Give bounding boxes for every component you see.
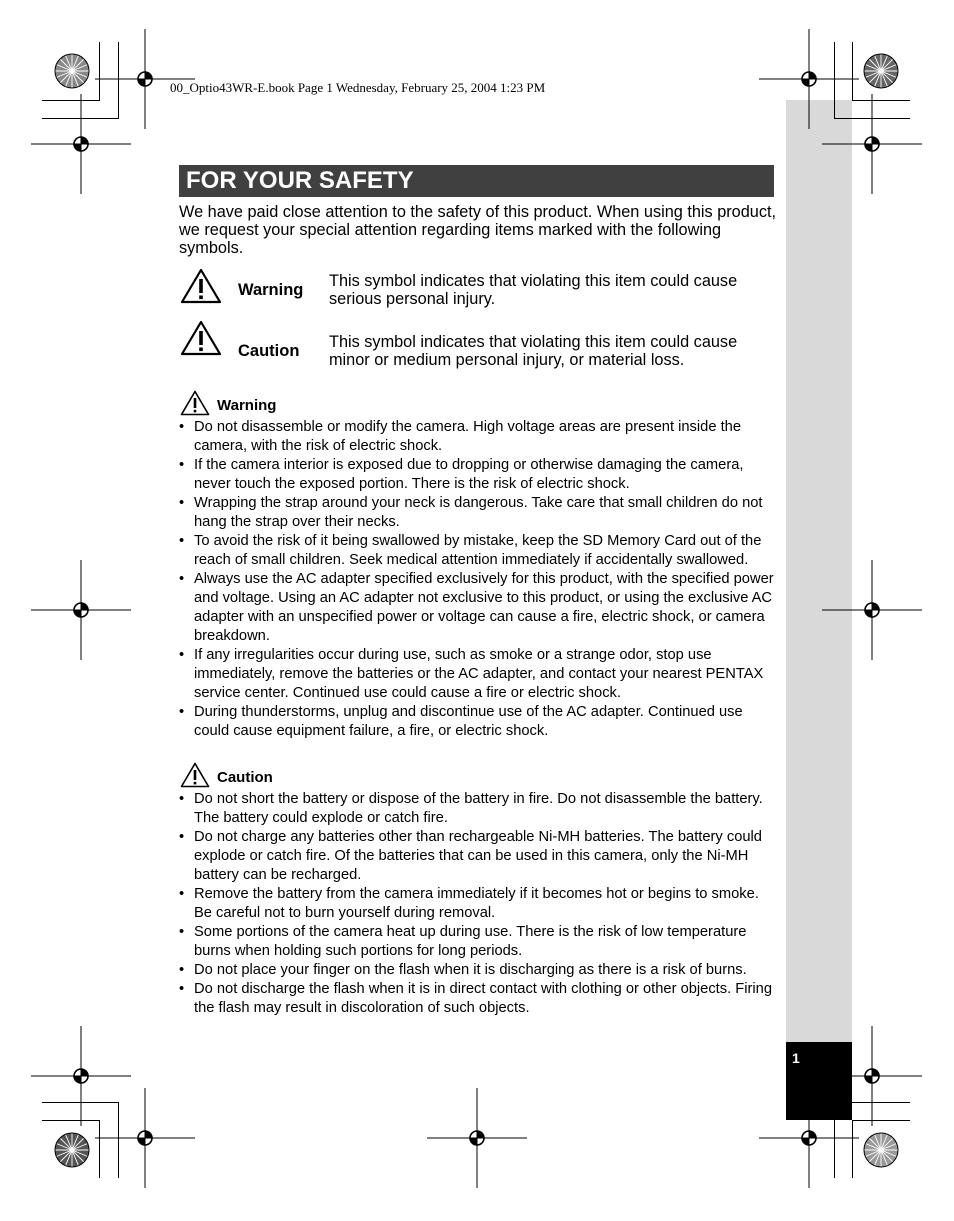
registration-crosshair-icon (95, 1088, 195, 1188)
print-header: 00_Optio43WR-E.book Page 1 Wednesday, February 25, 2004 1:23 PM (170, 80, 546, 95)
registration-crosshair-icon (427, 1088, 527, 1188)
intro-paragraph: We have paid close attention to the safety of this product. When using this product, we request your special attention regarding items marked with the following symbols. (179, 203, 777, 257)
color-target-icon (863, 53, 899, 89)
list-item: • During thunderstorms, unplug and discontinue use of the AC adapter. Continued use could cause equipment failure, a fire, or electric shock. (179, 703, 779, 741)
symbol-desc-warning: This symbol indicates that violating this item could cause serious personal injury. (329, 272, 738, 308)
caution-list (179, 790, 779, 1018)
list-item: • Do not charge any batteries other than rechargeable Ni-MH batteries. The battery could explode or catch fire. Of the batteries that can be used in this camera, only the Ni-MH battery can be recharged. (179, 828, 779, 885)
warning-section-icon (180, 390, 210, 416)
list-item: • Do not disassemble or modify the camera. High voltage areas are present inside the camera, with the risk of electric shock. (179, 418, 779, 456)
color-target-icon (54, 53, 90, 89)
registration-crosshair-icon (759, 1088, 859, 1188)
warning-list (179, 418, 779, 741)
caution-section-heading: Caution (217, 769, 273, 786)
page-number: 1 (792, 1050, 800, 1066)
list-item: • Some portions of the camera heat up during use. There is the risk of low temperature burns when holding such portions for long periods. (179, 923, 779, 961)
list-item: • If any irregularities occur during use, such as smoke or a strange odor, stop use immediately, remove the batteries or the AC adapter, and contact your nearest PENTAX service center. Continued use could cause a fire or electric shock. (179, 646, 779, 703)
list-item: • If the camera interior is exposed due to dropping or otherwise damaging the camera, never touch the exposed portion. There is the risk of electric shock. (179, 456, 779, 494)
symbol-label-caution: Caution (238, 342, 300, 360)
list-item: • Wrapping the strap around your neck is dangerous. Take care that small children do not hang the strap over their necks. (179, 494, 779, 532)
caution-triangle-icon (180, 320, 222, 356)
list-item: • Do not short the battery or dispose of the battery in fire. Do not disassemble the battery. The battery could explode or catch fire. (179, 790, 779, 828)
color-target-icon (863, 1132, 899, 1168)
warning-section-heading: Warning (217, 397, 277, 414)
registration-crosshair-icon (822, 94, 922, 194)
list-item: • Always use the AC adapter specified exclusively for this product, with the specified power and voltage. Using an AC adapter not exclusive to this product, or using the exclusive AC adapter with an unspecified power or voltage can cause a fire, electric shock, or camera breakdown. (179, 570, 779, 646)
registration-crosshair-icon (31, 560, 131, 660)
symbol-desc-caution: This symbol indicates that violating this item could cause minor or medium personal injury, or material loss. (329, 333, 738, 369)
registration-crosshair-icon (822, 560, 922, 660)
registration-crosshair-icon (31, 94, 131, 194)
list-item: • To avoid the risk of it being swallowed by mistake, keep the SD Memory Card out of the reach of small children. Seek medical attention immediately if accidentally swallowed. (179, 532, 779, 570)
page-title: FOR YOUR SAFETY (186, 167, 414, 194)
list-item: • Remove the battery from the camera immediately if it becomes hot or begins to smoke. Be careful not to burn yourself during removal. (179, 885, 779, 923)
warning-triangle-icon (180, 268, 222, 304)
list-item: • Do not discharge the flash when it is in direct contact with clothing or other objects. Firing the flash may result in discoloration of such objects. (179, 980, 779, 1018)
symbol-label-warning: Warning (238, 281, 304, 299)
list-item: • Do not place your finger on the flash when it is discharging as there is a risk of burns. (179, 961, 779, 980)
color-target-icon (54, 1132, 90, 1168)
caution-section-icon (180, 762, 210, 788)
